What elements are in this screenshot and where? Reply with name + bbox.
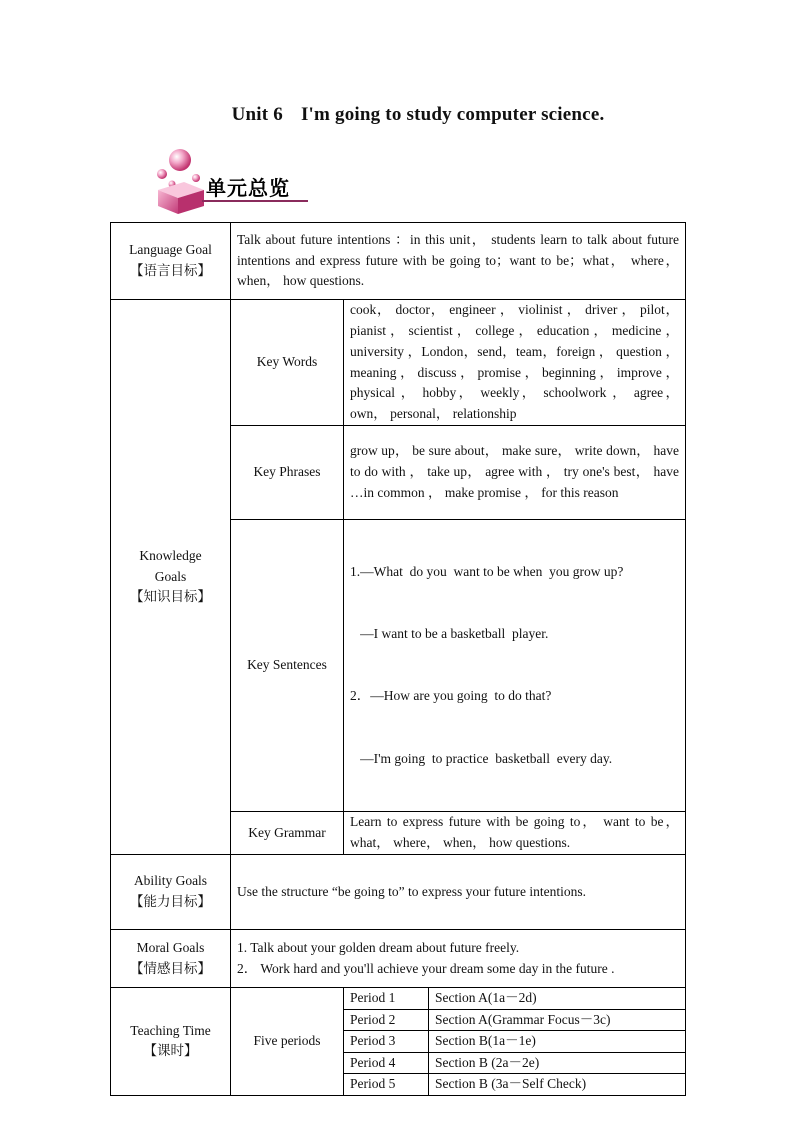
moral-goals-header [111,930,231,988]
key-sentence-line: 1.—What do you want to be when you grow up? [350,563,624,579]
key-grammar-label: Key Grammar [231,812,344,855]
key-words-label: Key Words [231,300,344,426]
moral-goals-label: Moral Goals [136,939,205,955]
language-goal-content: Talk about future intentions ：in this unit， students learn to talk about future intentions and express future with be going to；want to be；what， where， when， how questions. [231,223,686,300]
row-ability-goals [111,855,686,930]
key-sentences-content [344,520,686,812]
key-sentence-line: —I want to be a basketball player. [350,625,549,641]
teaching-time-label-cn: 【课时】 [143,1043,198,1059]
gift-box-icon [150,144,210,216]
key-phrases-label: Key Phrases [231,426,344,520]
row-period-1 [111,988,686,1010]
teaching-time-label: Teaching Time [130,1023,211,1039]
teaching-time-header [111,988,231,1096]
period-section: Section A(1a－2d) [429,988,686,1010]
moral-goals-label-cn: 【情感目标】 [130,960,211,976]
period-label: Period 4 [344,1052,429,1074]
moral-goal-line: 2． Work hard and you'll achieve your dream some day in the future . [237,960,615,976]
unit-number: Unit 6 [231,104,283,125]
knowledge-goals-label-2: Goals [154,568,187,584]
banner-underline [202,200,308,202]
period-section: Section A(Grammar Focus－3c) [429,1009,686,1031]
total-periods: Five periods [231,988,344,1096]
language-goal-label: Language Goal [129,242,212,258]
language-goal-label-cn: 【语言目标】 [130,263,211,278]
key-sentences-label: Key Sentences [231,520,344,812]
knowledge-goals-header [111,300,231,855]
row-language-goal [111,223,686,300]
period-label: Period 1 [344,988,429,1010]
period-section: Section B (3a－Self Check) [429,1074,686,1096]
language-goal-header [111,223,231,300]
ability-goals-header [111,855,231,930]
key-phrases-content: grow up， be sure about， make sure， write down， have to do with ， take up， agree with ， try one's best， have …in common ， make promise ， for this reason [344,426,686,520]
unit-overview-table [110,222,686,1096]
key-sentence-line: 2．—How are you going to do that? [350,688,552,704]
section-banner [150,144,315,216]
row-key-words [111,300,686,426]
key-words-content: cook， doctor， engineer ， violinist ， driver ， pilot， pianist ， scientist ， college ， education ， medicine ，university ，London，send，team，foreign ， question ， meaning ， discuss ， promise ， beginning ， improve ， physical ， hobby， weekly， schoolwork ， agree， own， personal， relationship [344,300,686,426]
knowledge-goals-label-1: Knowledge [139,547,202,563]
period-section: Section B(1a－1e) [429,1031,686,1053]
unit-title: I'm going to study computer science. [300,104,605,125]
banner-title: 单元总览 [206,176,290,200]
period-label: Period 2 [344,1009,429,1031]
period-label: Period 5 [344,1074,429,1096]
ability-goals-label: Ability Goals [133,873,208,889]
key-grammar-content: Learn to express future with be going to， want to be， what， where， when， how questions. [344,812,686,855]
moral-goal-line: 1. Talk about your golden dream about future freely. [237,939,520,955]
page-title [0,104,794,126]
ability-goals-label-cn: 【能力目标】 [130,894,211,910]
knowledge-goals-label-cn: 【知识目标】 [130,589,211,605]
period-section: Section B (2a－2e) [429,1052,686,1074]
ability-goals-content: Use the structure “be going to” to express your future intentions. [231,855,686,930]
moral-goals-content [231,930,686,988]
period-label: Period 3 [344,1031,429,1053]
row-moral-goals [111,930,686,988]
key-sentence-line: —I'm going to practice basketball every day. [350,750,613,766]
